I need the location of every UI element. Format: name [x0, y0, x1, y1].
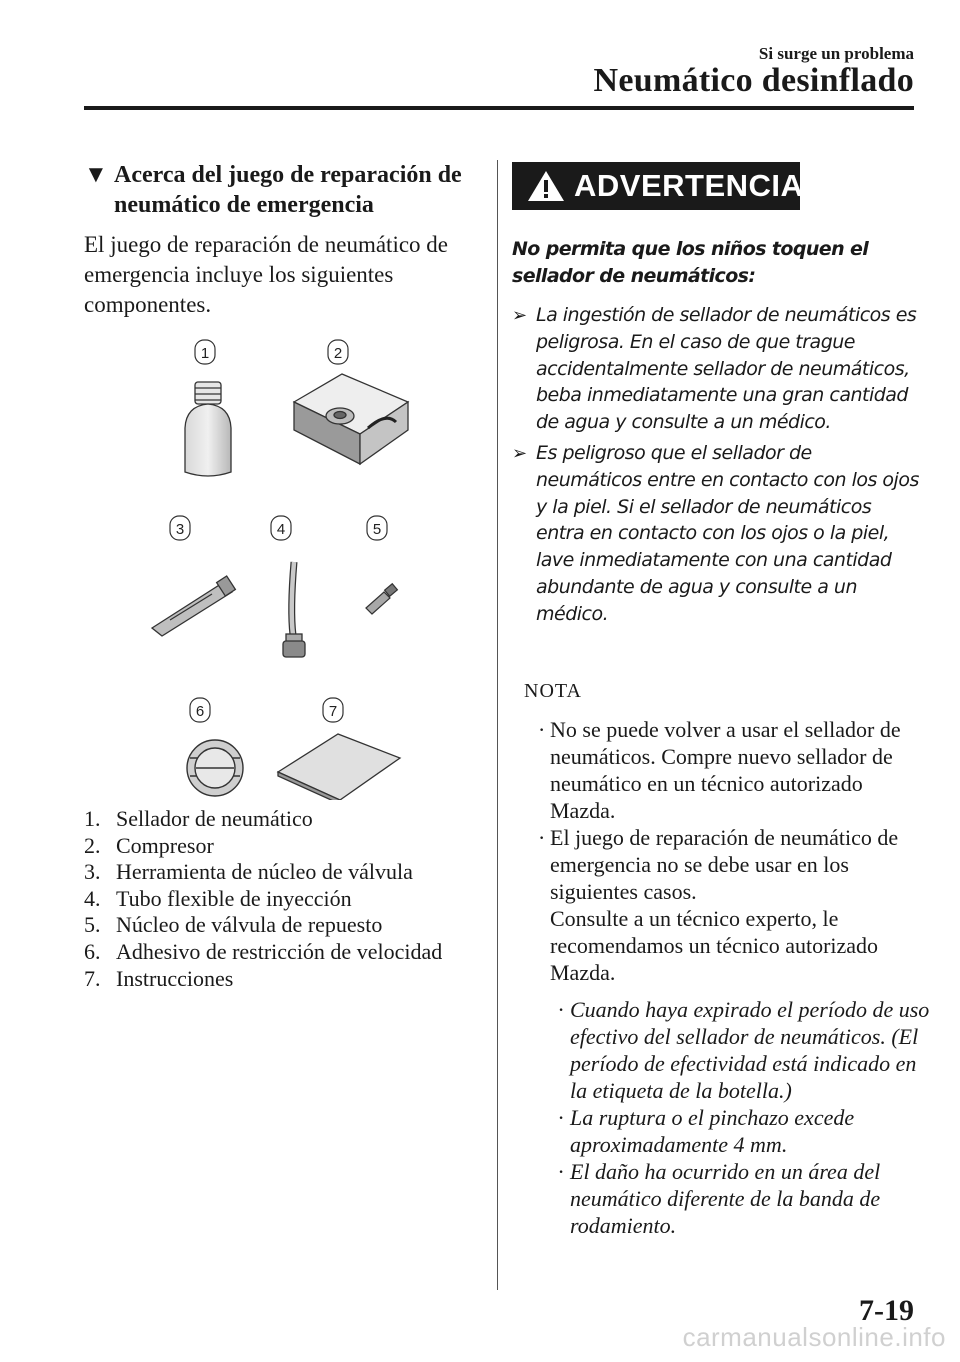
warning-list: [512, 302, 922, 632]
list-item: · El daño ha ocurrido en un área del neumático diferente de la banda de rodamiento.: [558, 1159, 881, 1238]
callout-5: [367, 516, 387, 540]
components-illustration: [150, 330, 450, 800]
components-list: [84, 806, 484, 992]
note-title: NOTA: [524, 680, 582, 702]
list-item: 2. Compresor: [84, 832, 214, 858]
list-item: 3. Herramienta de núcleo de válvula: [84, 859, 413, 885]
warning-banner: [512, 162, 804, 210]
note-list: [528, 716, 928, 986]
dot-bullet-icon: ·: [538, 717, 546, 742]
callout-5-label: 5: [372, 521, 382, 538]
warning-banner-label: ADVERTENCIA: [574, 168, 804, 203]
footer-watermark: carmanualsonline.info: [682, 1322, 946, 1352]
spare-valve-core-icon: [366, 584, 397, 614]
callout-3-label: 3: [175, 521, 185, 538]
warning-lead: No permita que los niños toquen el sellador de neumáticos:: [512, 238, 869, 287]
dot-bullet-icon: ·: [558, 1159, 564, 1184]
list-item: 6. Adhesivo de restricción de velocidad: [84, 938, 443, 964]
callout-7: [323, 698, 343, 722]
column-divider: [497, 160, 498, 1290]
note-sub-list: [548, 996, 933, 1239]
list-item: 4. Tubo flexible de inyección: [84, 885, 352, 911]
section-heading: [84, 160, 464, 220]
callout-6-label: 6: [195, 703, 205, 720]
callout-7-label: 7: [328, 703, 338, 720]
intro-paragraph: El juego de reparación de neumático de emergencia incluye los siguientes componentes.: [84, 232, 449, 317]
list-item: 5. Núcleo de válvula de repuesto: [84, 912, 383, 938]
arrow-bullet-icon: ➢: [512, 305, 527, 326]
list-item: · Cuando haya expirado el período de uso efectivo del sellador de neumáticos. (El período de efectividad está indicado en la etiqueta de la botella.): [558, 997, 930, 1103]
callout-2: [328, 340, 348, 364]
triangle-marker-icon: ▼: [84, 162, 108, 188]
arrow-bullet-icon: ➢: [512, 442, 527, 464]
header-section-label: Si surge un problema: [758, 44, 914, 63]
callout-6: [190, 698, 210, 722]
callout-4-label: 4: [276, 521, 286, 538]
list-item: · La ruptura o el pinchazo excede aproximadamente 4 mm.: [558, 1105, 855, 1157]
dot-bullet-icon: ·: [558, 1105, 564, 1130]
list-item: · No se puede volver a usar el sellador de neumáticos. Compre nuevo sellador de neumático en un técnico autorizado Mazda.: [538, 717, 901, 823]
instructions-booklet-icon: [278, 734, 400, 800]
valve-core-tool-icon: [152, 576, 235, 636]
dot-bullet-icon: ·: [538, 825, 546, 850]
list-item: 7. Instrucciones: [84, 965, 234, 991]
callout-4: [271, 516, 291, 540]
callout-2-label: 2: [333, 345, 343, 362]
list-item: ➢ La ingestión de sellador de neumáticos es peligrosa. En el caso de que trague accidentalmente sellador de neumáticos, beba inmediatamente una gran cantidad de agua y consulte a un médico.: [512, 304, 917, 434]
header-rule: [84, 106, 914, 110]
callout-1-label: 1: [200, 345, 210, 362]
warning-triangle-icon: [526, 169, 566, 203]
dot-bullet-icon: ·: [558, 997, 564, 1022]
speed-sticker-icon: [187, 740, 243, 796]
injection-hose-icon: [283, 562, 305, 657]
page-number: 7-19: [859, 1294, 914, 1327]
callout-1: [195, 340, 215, 364]
note-consult-text: Consulte a un técnico experto, le recomendamos un técnico autorizado Mazda.: [550, 906, 879, 985]
compressor-icon: [294, 374, 408, 464]
sealant-bottle-icon: [185, 382, 231, 476]
section-heading-text: Acerca del juego de reparación de neumático de emergencia: [114, 162, 462, 218]
callout-3: [170, 516, 190, 540]
list-item: ➢ Es peligroso que el sellador de neumáticos entre en contacto con los ojos y la piel. Si el sellador de neumáticos entra en contacto con los ojos o la piel, lave inmediatamente con una cantidad abundante de agua y consulte a un médico.: [512, 441, 919, 625]
list-item: · El juego de reparación de neumático de emergencia no se debe usar en los siguientes casos. Consulte a un técnico experto, le recomendamos un técnico autorizado Mazda.: [538, 825, 899, 985]
list-item: 1. Sellador de neumático: [84, 806, 313, 831]
page-title: Neumático desinflado: [593, 62, 914, 99]
